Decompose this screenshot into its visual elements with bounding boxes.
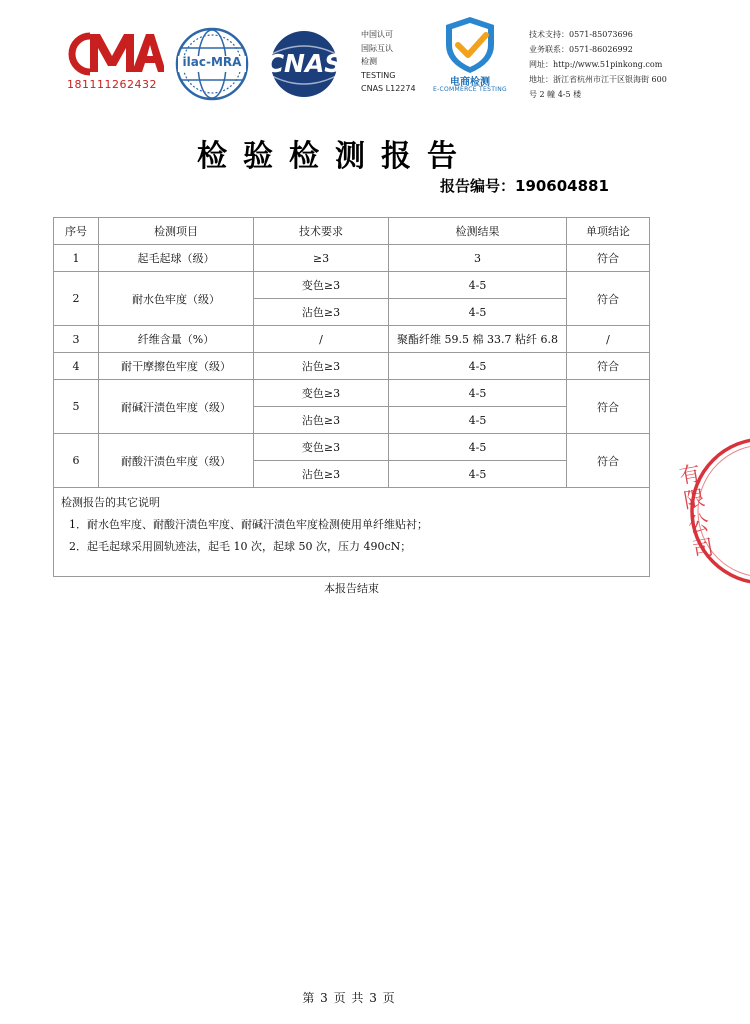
- cell-result: 3: [389, 245, 567, 272]
- header-result: 检测结果: [389, 218, 567, 245]
- header-conclusion: 单项结论: [567, 218, 650, 245]
- cnas-info-line: CNAS L12274: [361, 84, 416, 93]
- cnas-info-text: [361, 28, 416, 96]
- cell-no: 1: [54, 245, 99, 272]
- cell-requirement: /: [254, 326, 389, 353]
- header-no: 序号: [54, 218, 99, 245]
- document-title: 检验检测报告: [197, 139, 473, 174]
- cell-requirement: 沾色≥3: [254, 407, 389, 434]
- cell-requirement: 沾色≥3: [254, 299, 389, 326]
- cell-result: 聚酯纤维 59.5 棉 33.7 粘纤 6.8: [389, 326, 567, 353]
- cma-logo: [60, 28, 164, 98]
- cnas-logo: [258, 30, 350, 98]
- cell-result: 4-5: [389, 353, 567, 380]
- cell-conclusion: 符合: [567, 272, 650, 326]
- cma-mark-icon: [60, 28, 164, 78]
- note-item: 1．耐水色牢度、耐酸汗渍色牢度、耐碱汗渍色牢度检测使用单纤维贴衬；: [69, 518, 428, 531]
- header-requirement: 技术要求: [254, 218, 389, 245]
- cell-requirement: 沾色≥3: [254, 461, 389, 488]
- report-number: 报告编号：190604881: [440, 177, 609, 195]
- cell-conclusion: 符合: [567, 353, 650, 380]
- cell-conclusion: 符合: [567, 380, 650, 434]
- contact-info: [529, 27, 689, 102]
- cell-requirement: 变色≥3: [254, 272, 389, 299]
- table-header-row: [54, 218, 650, 245]
- notes-title: 检测报告的其它说明: [61, 496, 160, 509]
- website-line: 网址：http://www.51pinkong.com: [529, 60, 663, 69]
- ecommerce-testing-logo: [428, 15, 512, 95]
- cell-requirement: 变色≥3: [254, 434, 389, 461]
- cell-result: 4-5: [389, 272, 567, 299]
- cell-result: 4-5: [389, 299, 567, 326]
- table-row: [54, 353, 650, 380]
- report-end-note: 本报告结束: [324, 582, 379, 595]
- cell-item: 耐碱汗渍色牢度（级）: [99, 380, 254, 434]
- cnas-info-line: 检测: [361, 57, 377, 66]
- company-seal: [676, 436, 750, 586]
- address-line: 地址：浙江省杭州市江干区银海街 600: [529, 75, 667, 84]
- cnas-info-line: 中国认可: [361, 30, 393, 39]
- ecommerce-title: 电商检测: [450, 77, 490, 88]
- shield-check-icon: [428, 15, 512, 75]
- table-row: [54, 434, 650, 461]
- table-row: [54, 245, 650, 272]
- cell-requirement: 沾色≥3: [254, 353, 389, 380]
- ilac-mra-logo: [174, 26, 250, 102]
- cell-conclusion: 符合: [567, 434, 650, 488]
- address-line-2: 号 2 幢 4-5 楼: [529, 90, 582, 99]
- notes-cell: [54, 488, 650, 577]
- cnas-info-line: TESTING: [361, 70, 396, 80]
- cell-item: 起毛起球（级）: [99, 245, 254, 272]
- results-table: [53, 217, 650, 577]
- page-number: 第 3 页 共 3 页: [302, 991, 395, 1005]
- note-item: 2．起毛起球采用圆轨迹法，起毛 10 次，起球 50 次，压力 490cN；: [69, 540, 412, 553]
- cell-requirement: 变色≥3: [254, 380, 389, 407]
- cell-no: 3: [54, 326, 99, 353]
- ecommerce-subtitle: E-COMMERCE TESTING: [432, 86, 507, 93]
- table-row: [54, 272, 650, 299]
- cell-item: 耐水色牢度（级）: [99, 272, 254, 326]
- ilac-label: ilac-MRA: [182, 55, 242, 69]
- cell-requirement: ≥3: [254, 245, 389, 272]
- cell-item: 耐干摩擦色牢度（级）: [99, 353, 254, 380]
- cell-item: 纤维含量（%）: [99, 326, 254, 353]
- table-row: [54, 380, 650, 407]
- cell-result: 4-5: [389, 407, 567, 434]
- notes-row: [54, 488, 650, 577]
- tech-support-line: 技术支持：0571-85073696: [529, 30, 633, 39]
- cell-conclusion: /: [567, 326, 650, 353]
- header-item: 检测项目: [99, 218, 254, 245]
- cell-no: 5: [54, 380, 99, 434]
- cnas-info-line: 国际互认: [361, 43, 393, 53]
- cell-result: 4-5: [389, 380, 567, 407]
- cell-no: 6: [54, 434, 99, 488]
- cell-item: 耐酸汗渍色牢度（级）: [99, 434, 254, 488]
- cell-conclusion: 符合: [567, 245, 650, 272]
- business-contact-line: 业务联系：0571-86026992: [529, 45, 633, 54]
- cma-number: 181111262432: [67, 78, 157, 91]
- table-row: [54, 326, 650, 353]
- cell-no: 2: [54, 272, 99, 326]
- cell-result: 4-5: [389, 461, 567, 488]
- cell-no: 4: [54, 353, 99, 380]
- cnas-label: CNAS: [265, 49, 343, 78]
- seal-text: 有限公司: [677, 461, 716, 563]
- cell-result: 4-5: [389, 434, 567, 461]
